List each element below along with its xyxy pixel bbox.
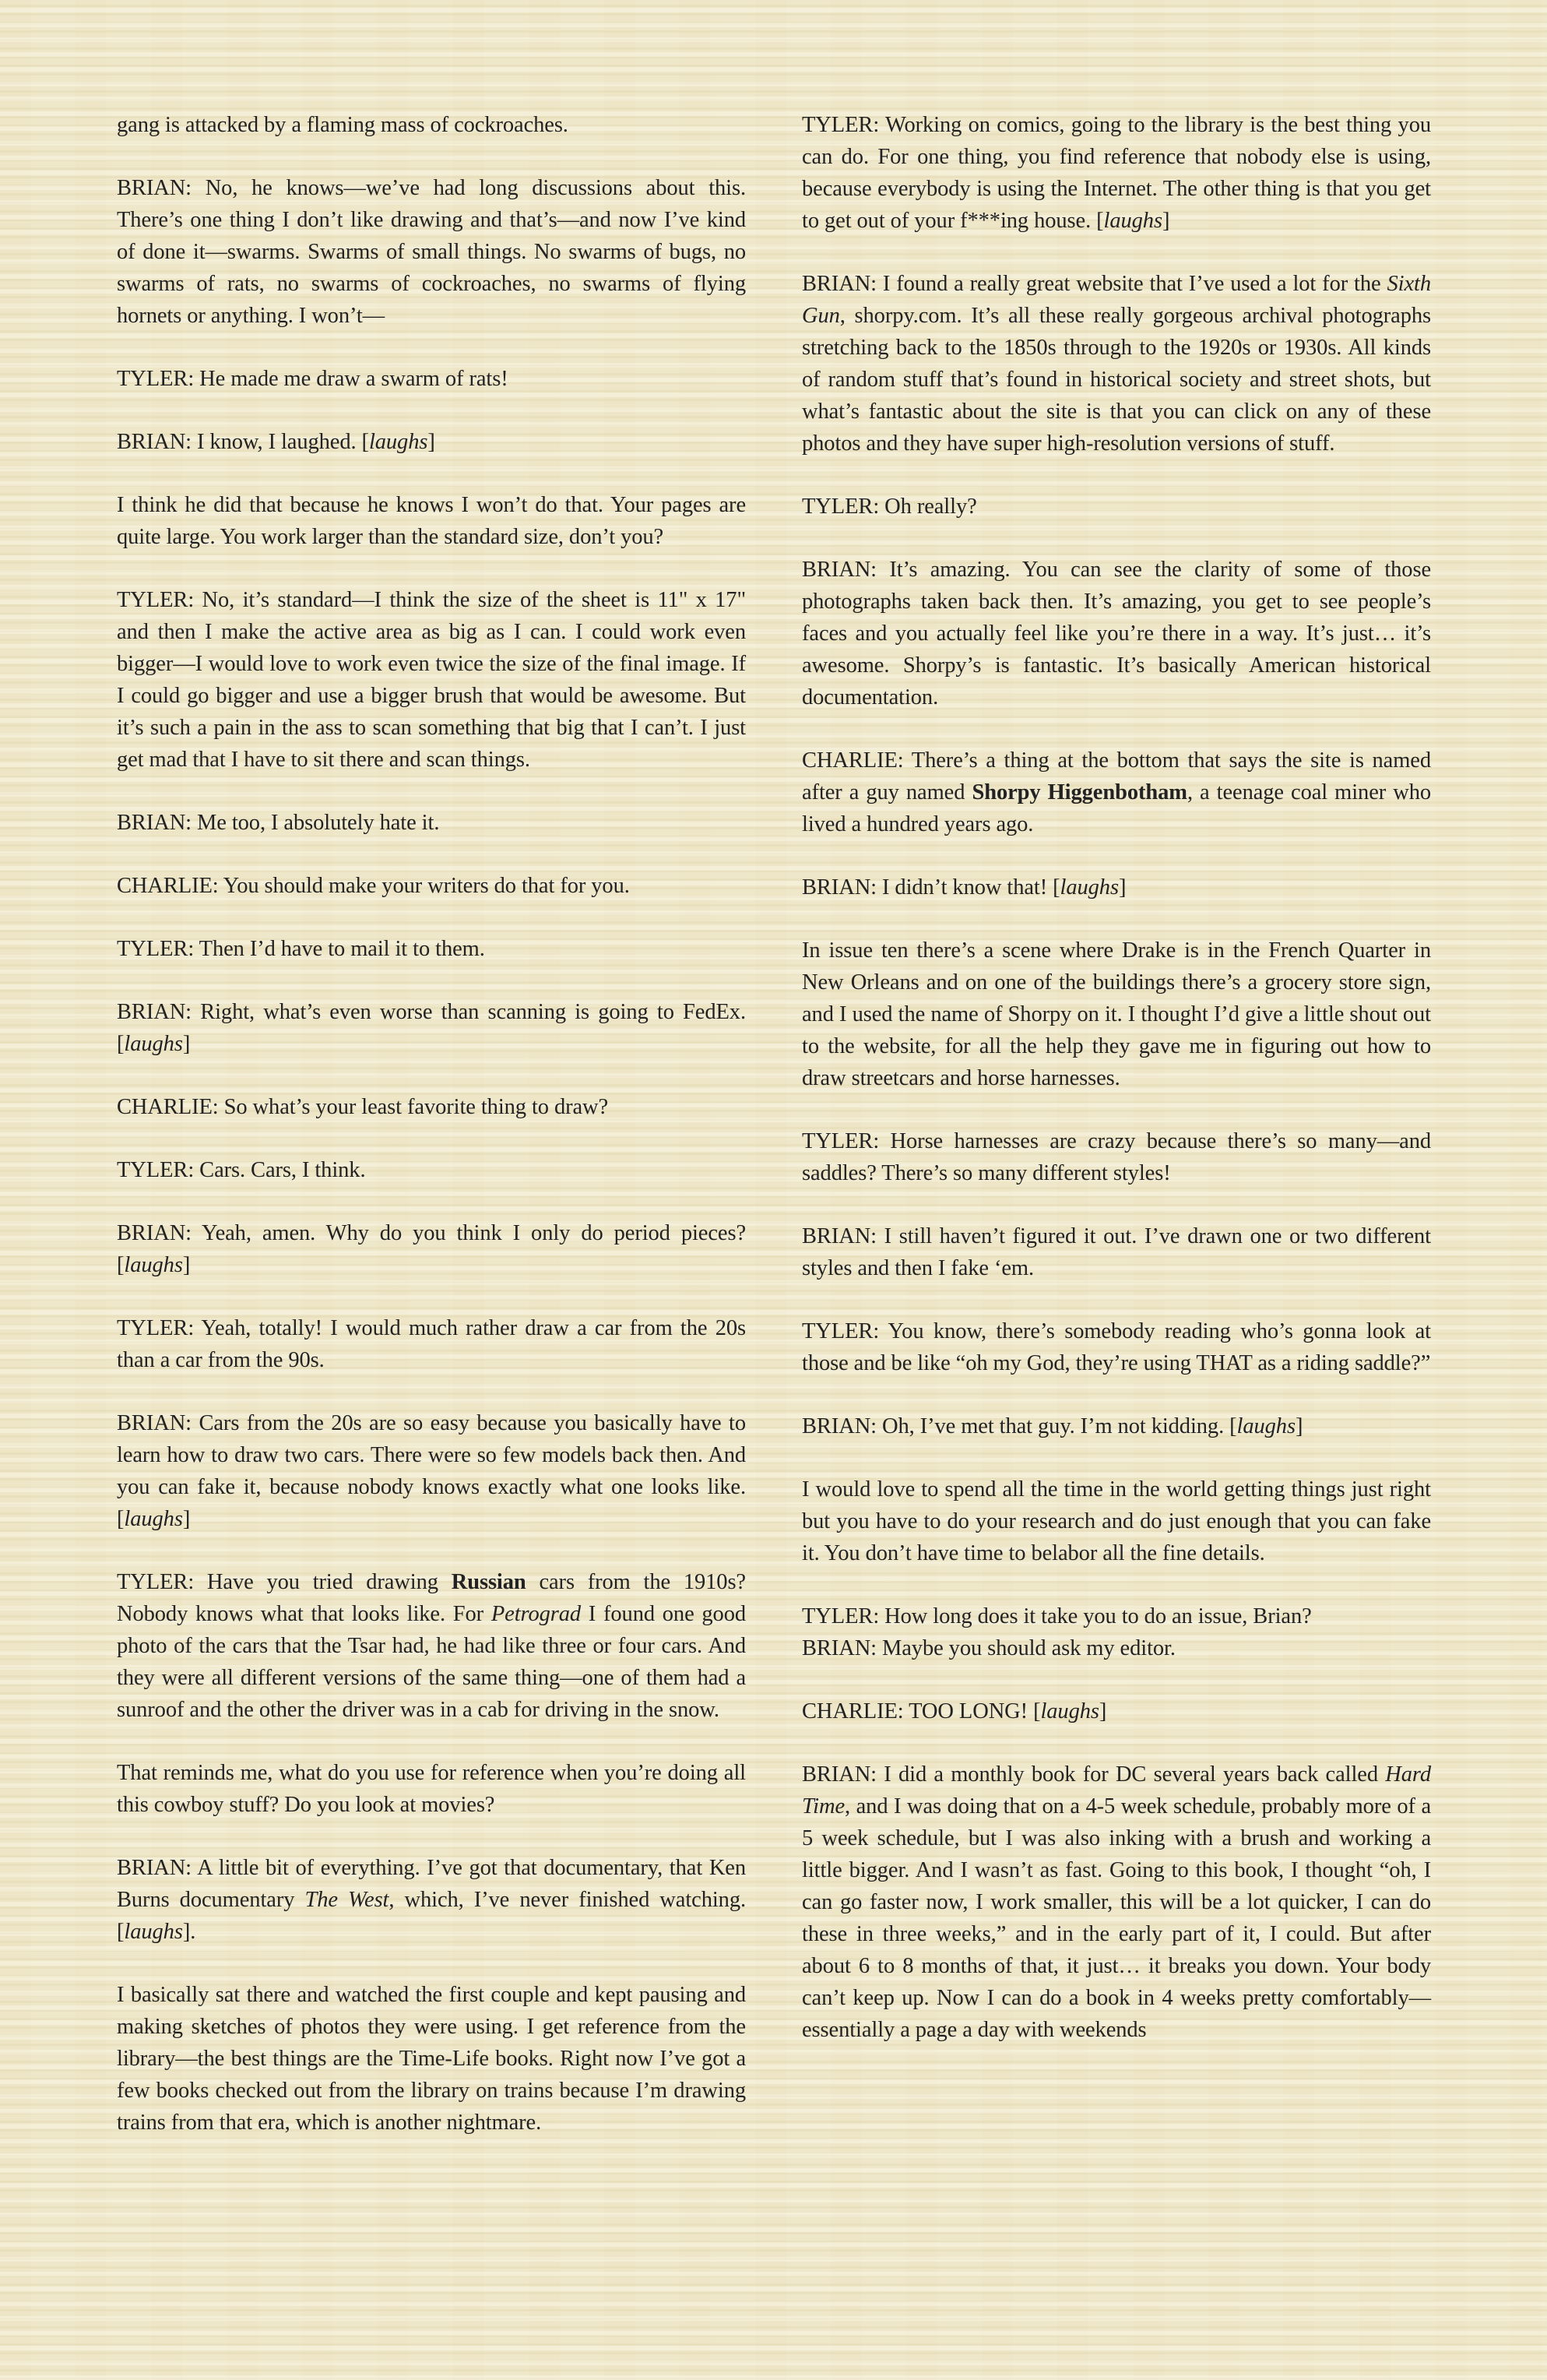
paragraph: BRIAN: I still haven’t figured it out. I’ve drawn one or two different styles and then I fake ‘em. [802, 1224, 1431, 1280]
paragraph: TYLER: How long does it take you to do an issue, Brian? [802, 1604, 1312, 1628]
paragraph: BRIAN: I found a really great website that I’ve used a lot for the Sixth Gun, shorpy.com. It’s all these really gorgeous archival photographs stretching back to the 1850s through to the 1920s or 1930s. All kinds of random stuff that’s found in historical society and street shots, but what’s fantastic about the site is that you can click on any of these photos and they have super high-resolution versions of stuff. [802, 272, 1431, 456]
paragraph: BRIAN: A little bit of everything. I’ve got that documentary, that Ken Burns documentary The West, which, I’ve never finished watching. [laughs]. [117, 1856, 746, 1944]
paragraph: CHARLIE: There’s a thing at the bottom that says the site is named after a guy named Shorpy Higgenbotham, a teenage coal miner who lived a hundred years ago. [802, 748, 1431, 836]
paragraph: That reminds me, what do you use for reference when you’re doing all this cowboy stuff? Do you look at movies? [117, 1761, 746, 1817]
paragraph: TYLER: Have you tried drawing Russian cars from the 1910s? Nobody knows what that looks like. For Petrograd I found one good photo of the cars that the Tsar had, he had like three or four cars. And they were all different versions of the same thing—one of them had a sunroof and the other the driver was in a cab for driving in the snow. [117, 1570, 747, 1722]
paragraph: TYLER: Horse harnesses are crazy because there’s so many—and saddles? There’s so many different styles! [802, 1129, 1431, 1185]
right-column [802, 109, 1431, 2077]
paragraph: BRIAN: No, he knows—we’ve had long discussions about this. There’s one thing I don’t like drawing and that’s—and now I’ve kind of done it—swarms. Swarms of small things. No swarms of bugs, no swarms of rats, no swarms of cockroaches, no swarms of flying hornets or anything. I won’t— [117, 176, 746, 328]
paragraph: I think he did that because he knows I won’t do that. Your pages are quite large. You work larger than the standard size, don’t you? [117, 493, 746, 549]
paragraph: TYLER: Then I’d have to mail it to them. [117, 937, 485, 961]
paragraph: TYLER: He made me draw a swarm of rats! [117, 367, 508, 391]
paragraph: I would love to spend all the time in the world getting things just right but you have to do your research and do just enough that you can fake it. You don’t have time to belabor all the fine details. [802, 1477, 1431, 1565]
paragraph: BRIAN: Oh, I’ve met that guy. I’m not kidding. [laughs] [802, 1414, 1303, 1438]
paragraph: CHARLIE: You should make your writers do that for you. [117, 874, 630, 898]
paragraph: TYLER: Oh really? [802, 495, 977, 519]
paragraph: BRIAN: Maybe you should ask my editor. [802, 1636, 1176, 1660]
paragraph: BRIAN: I know, I laughed. [laughs] [117, 430, 435, 454]
left-column [117, 109, 746, 2170]
paragraph: CHARLIE: So what’s your least favorite thing to draw? [117, 1095, 609, 1119]
paragraph: TYLER: No, it’s standard—I think the size of the sheet is 11" x 17" and then I make the active area as big as I can. I could work even bigger—I would love to work even twice the size of the final image. If I could go bigger and use a bigger brush that would be awesome. But it’s such a pain in the ass to scan something that big that I can’t. I just get mad that I have to sit there and scan things. [117, 588, 746, 772]
paragraph: TYLER: Yeah, totally! I would much rather draw a car from the 20s than a car from the 90s. [117, 1316, 746, 1372]
paragraph: BRIAN: I did a monthly book for DC several years back called Hard Time, and I was doing that on a 4-5 week schedule, probably more of a 5 week schedule, but I was also inking with a brush and working a little bigger. And I wasn’t as fast. Going to this book, I thought “oh, I can go faster now, I work smaller, this will be a lot quicker, I can do these in three weeks,” and in the early part of it, I could. But after about 6 to 8 months of that, it just… it breaks you down. Your body can’t keep up. Now I can do a book in 4 weeks pretty comfortably—essentially a page a day with weekends [802, 1762, 1431, 2042]
paragraph: BRIAN: I didn’t know that! [laughs] [802, 875, 1127, 900]
paragraph: I basically sat there and watched the first couple and kept pausing and making sketches of photos they were using. I get reference from the library—the best things are the Time-Life books. Right now I’ve got a few books checked out from the library on trains because I’m drawing trains from that era, which is another nightmare. [117, 1983, 746, 2135]
paragraph: BRIAN: Cars from the 20s are so easy because you basically have to learn how to draw two cars. There were so few models back then. And you can fake it, because nobody knows exactly what one looks like. [laughs] [117, 1411, 746, 1531]
paragraph: BRIAN: It’s amazing. You can see the clarity of some of those photographs taken back then. It’s amazing, you get to see people’s faces and you actually feel like you’re there in a way. It’s just… it’s awesome. Shorpy’s is fantastic. It’s basically American historical documentation. [802, 558, 1431, 709]
paragraph: gang is attacked by a flaming mass of cockroaches. [117, 113, 568, 137]
paragraph: In issue ten there’s a scene where Drake is in the French Quarter in New Orleans and on one of the buildings there’s a grocery store sign, and I used the name of Shorpy on it. I thought I’d give a little shout out to the website, for all the help they gave me in figuring out how to draw streetcars and horse harnesses. [802, 938, 1431, 1090]
paragraph: BRIAN: Yeah, amen. Why do you think I only do period pieces? [laughs] [117, 1221, 746, 1277]
paragraph: BRIAN: Me too, I absolutely hate it. [117, 811, 440, 835]
paragraph: TYLER: Cars. Cars, I think. [117, 1158, 366, 1182]
paragraph: TYLER: You know, there’s somebody reading who’s gonna look at those and be like “oh my God, they’re using THAT as a riding saddle?” [802, 1319, 1431, 1375]
paragraph: CHARLIE: TOO LONG! [laughs] [802, 1699, 1107, 1723]
paragraph: TYLER: Working on comics, going to the library is the best thing you can do. For one thing, you find reference that nobody else is using, because everybody is using the Internet. The other thing is that you get to get out of your f***ing house. [laughs] [802, 113, 1431, 233]
paragraph: BRIAN: Right, what’s even worse than scanning is going to FedEx. [laughs] [117, 1000, 746, 1056]
